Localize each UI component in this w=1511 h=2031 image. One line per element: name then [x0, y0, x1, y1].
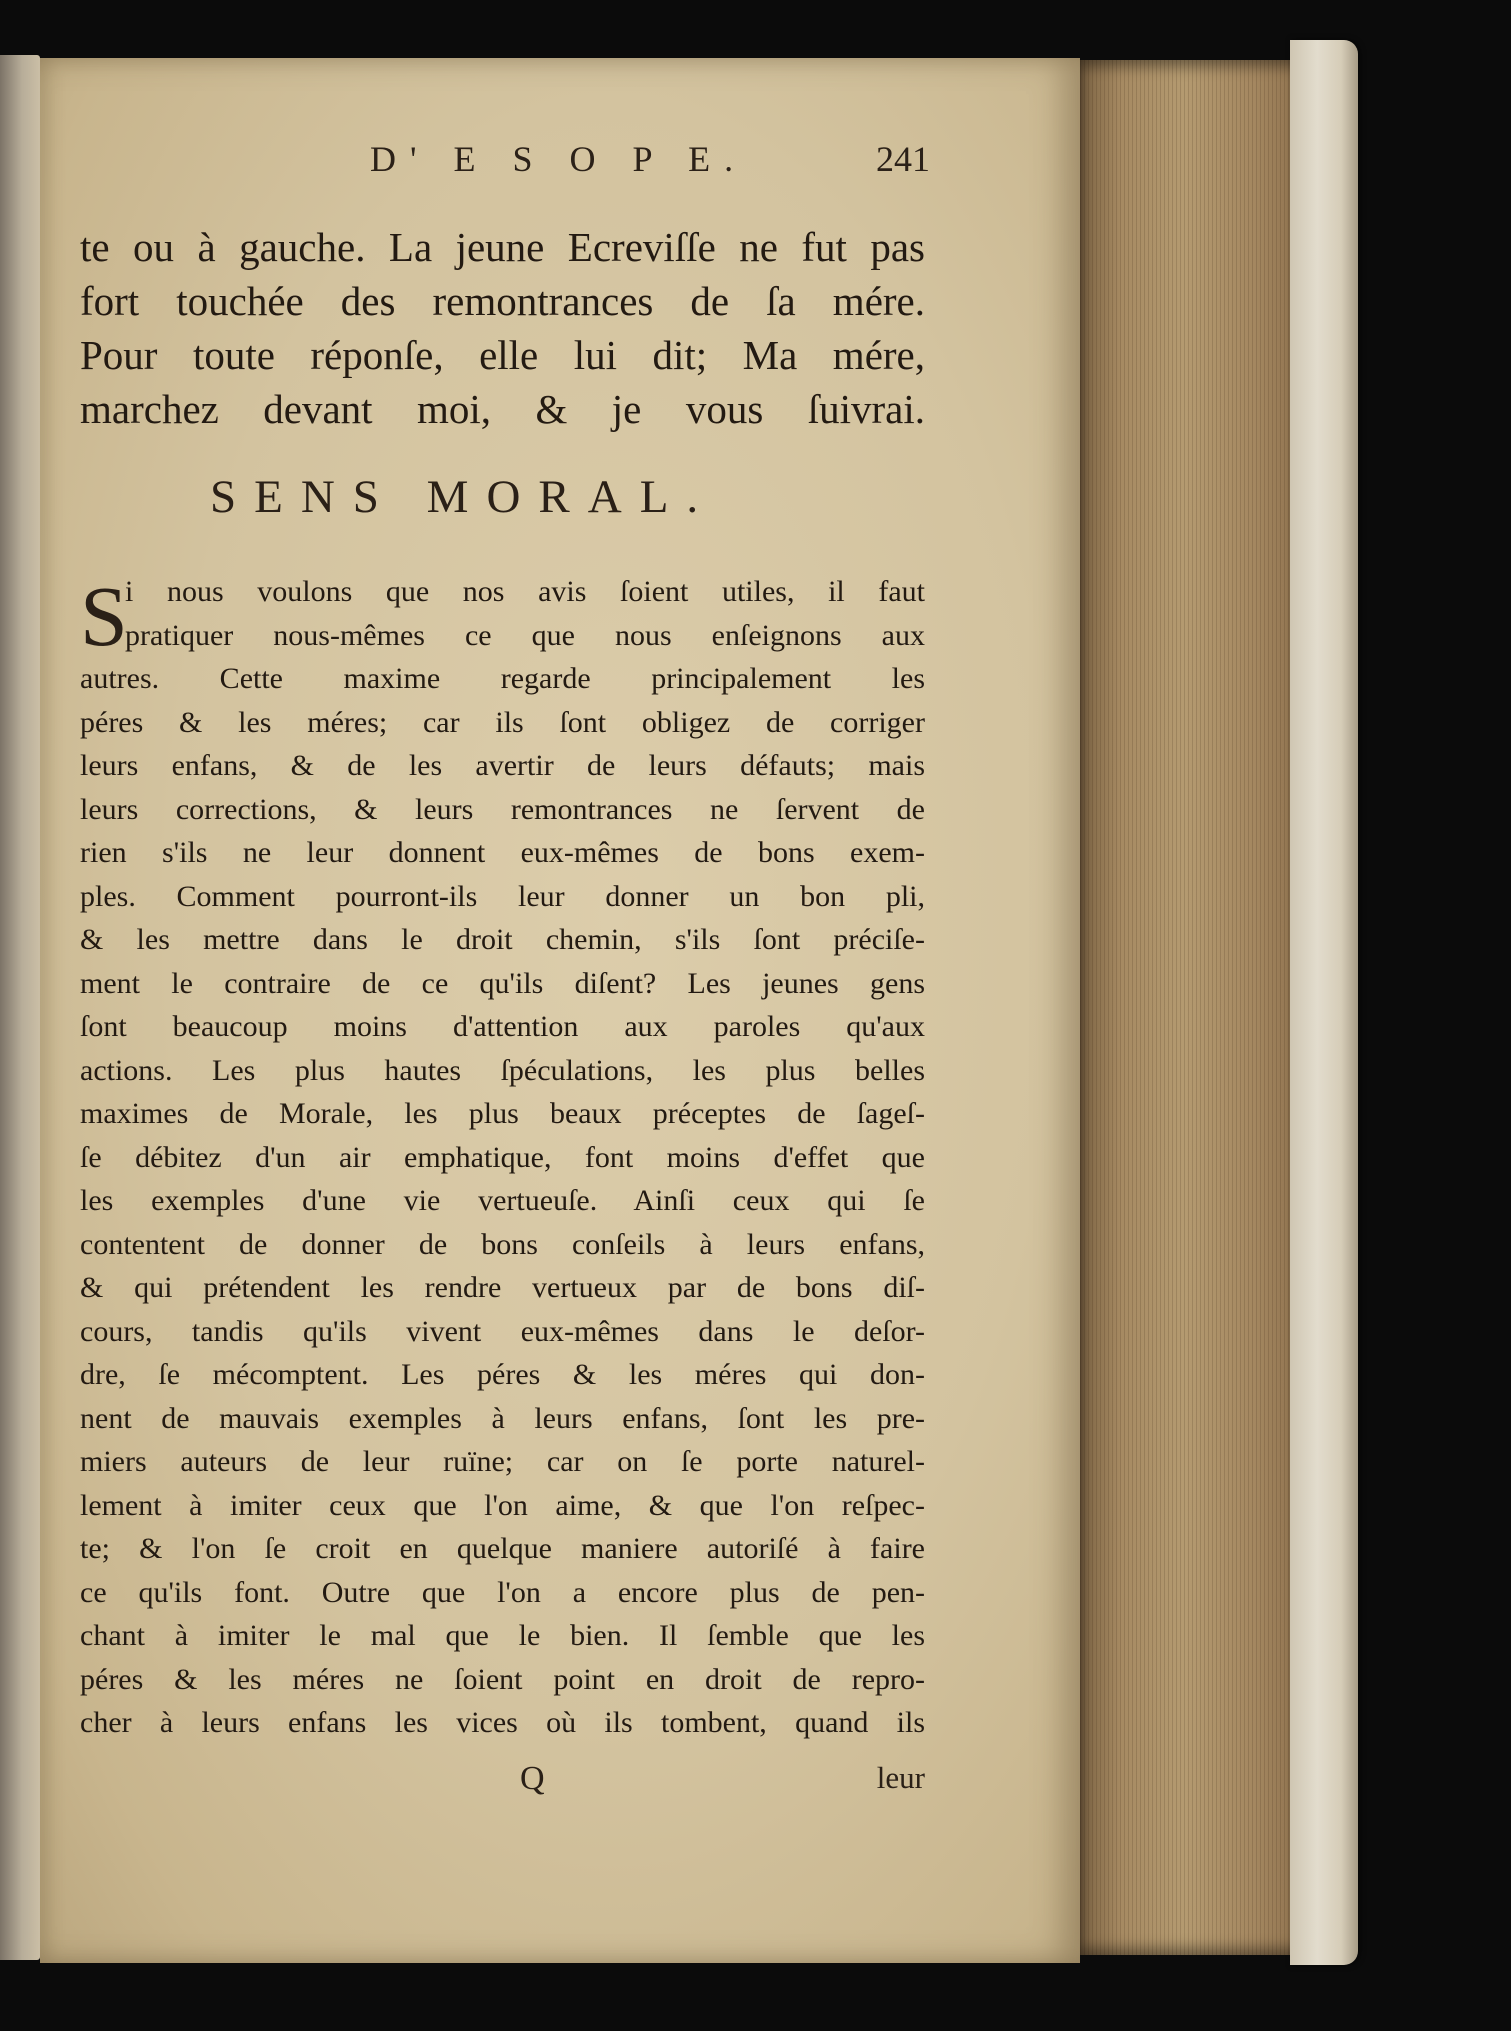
text-line: & qui prétendent les rendre vertueux par de bons diſ-	[80, 1271, 925, 1304]
running-head: D' E S O P E.	[370, 139, 748, 179]
text-line: ce qu'ils font. Outre que l'on a encore plus de pen-	[80, 1575, 925, 1609]
text-line: ſe débitez d'un air emphatique, font moins d'effet que	[80, 1140, 925, 1174]
text-line: i nous voulons que nos avis ſoient utiles, il faut	[125, 575, 925, 608]
text-line: te; & l'on ſe croit en quelque maniere autoriſé à faire	[80, 1532, 925, 1565]
text-line: marchez devant moi, & je vous ſuivrai.	[80, 386, 925, 432]
moral-body	[80, 570, 925, 1745]
text-line: te ou à gauche. La jeune Ecreviſſe ne fut pas	[80, 224, 925, 270]
vellum-cover	[1290, 40, 1358, 1965]
page-header	[370, 138, 930, 198]
text-line: nent de mauvais exemples à leurs enfans, ſont les pre-	[80, 1401, 925, 1435]
text-line: les exemples d'une vie vertueuſe. Ainſi ceux qui ſe	[80, 1184, 925, 1217]
text-line: lement à imiter ceux que l'on aime, & que l'on reſpec-	[80, 1488, 925, 1522]
page-block-edges	[1080, 60, 1312, 1955]
text-line: ment le contraire de ce qu'ils diſent? Les jeunes gens	[80, 966, 925, 1000]
text-line: leurs enfans, & de les avertir de leurs défauts; mais	[80, 749, 925, 782]
text-line: ſont beaucoup moins d'attention aux paroles qu'aux	[80, 1010, 925, 1043]
text-line: fort touchée des remontrances de ſa mére.	[80, 278, 925, 324]
text-line: & les mettre dans le droit chemin, s'ils ſont préciſe-	[80, 923, 925, 956]
text-line: miers auteurs de leur ruïne; car on ſe porte naturel-	[80, 1445, 925, 1478]
text-line: péres & les méres ne ſoient point en droit de repro-	[80, 1662, 925, 1696]
text-line: cher à leurs enfans les vices où ils tombent, quand ils	[80, 1706, 925, 1739]
page-number: 241	[876, 139, 930, 179]
text-line: rien s'ils ne leur donnent eux-mêmes de bons exem-	[80, 836, 925, 869]
text-line: pratiquer nous-mêmes ce que nous enſeignons aux	[125, 618, 925, 652]
text-line: maximes de Morale, les plus beaux préceptes de ſageſ-	[80, 1097, 925, 1130]
text-line: leurs corrections, & leurs remontrances ne ſervent de	[80, 792, 925, 826]
text-line: actions. Les plus hautes ſpéculations, les plus belles	[80, 1053, 925, 1087]
text-line: cours, tandis qu'ils vivent eux-mêmes dans le deſor-	[80, 1314, 925, 1348]
text-line: Pour toute réponſe, elle lui dit; Ma mére,	[80, 332, 925, 378]
text-line: autres. Cette maxime regarde principalement les	[80, 662, 925, 695]
text-line: contentent de donner de bons conſeils à leurs enfans,	[80, 1227, 925, 1261]
text-line: dre, ſe mécomptent. Les péres & les méres qui don-	[80, 1358, 925, 1391]
page-footer	[80, 1760, 925, 1810]
text-line: péres & les méres; car ils ſont obligez de corriger	[80, 705, 925, 739]
signature-mark: Q	[520, 1760, 545, 1797]
drop-cap: S	[80, 568, 128, 664]
fable-ending	[80, 220, 925, 436]
text-line: chant à imiter le mal que le bien. Il ſemble que les	[80, 1619, 925, 1652]
previous-page-edge	[0, 55, 40, 1960]
text-line: ples. Comment pourront-ils leur donner un bon pli,	[80, 879, 925, 913]
section-title: SENS MORAL.	[210, 471, 717, 523]
catchword: leur	[876, 1760, 925, 1795]
